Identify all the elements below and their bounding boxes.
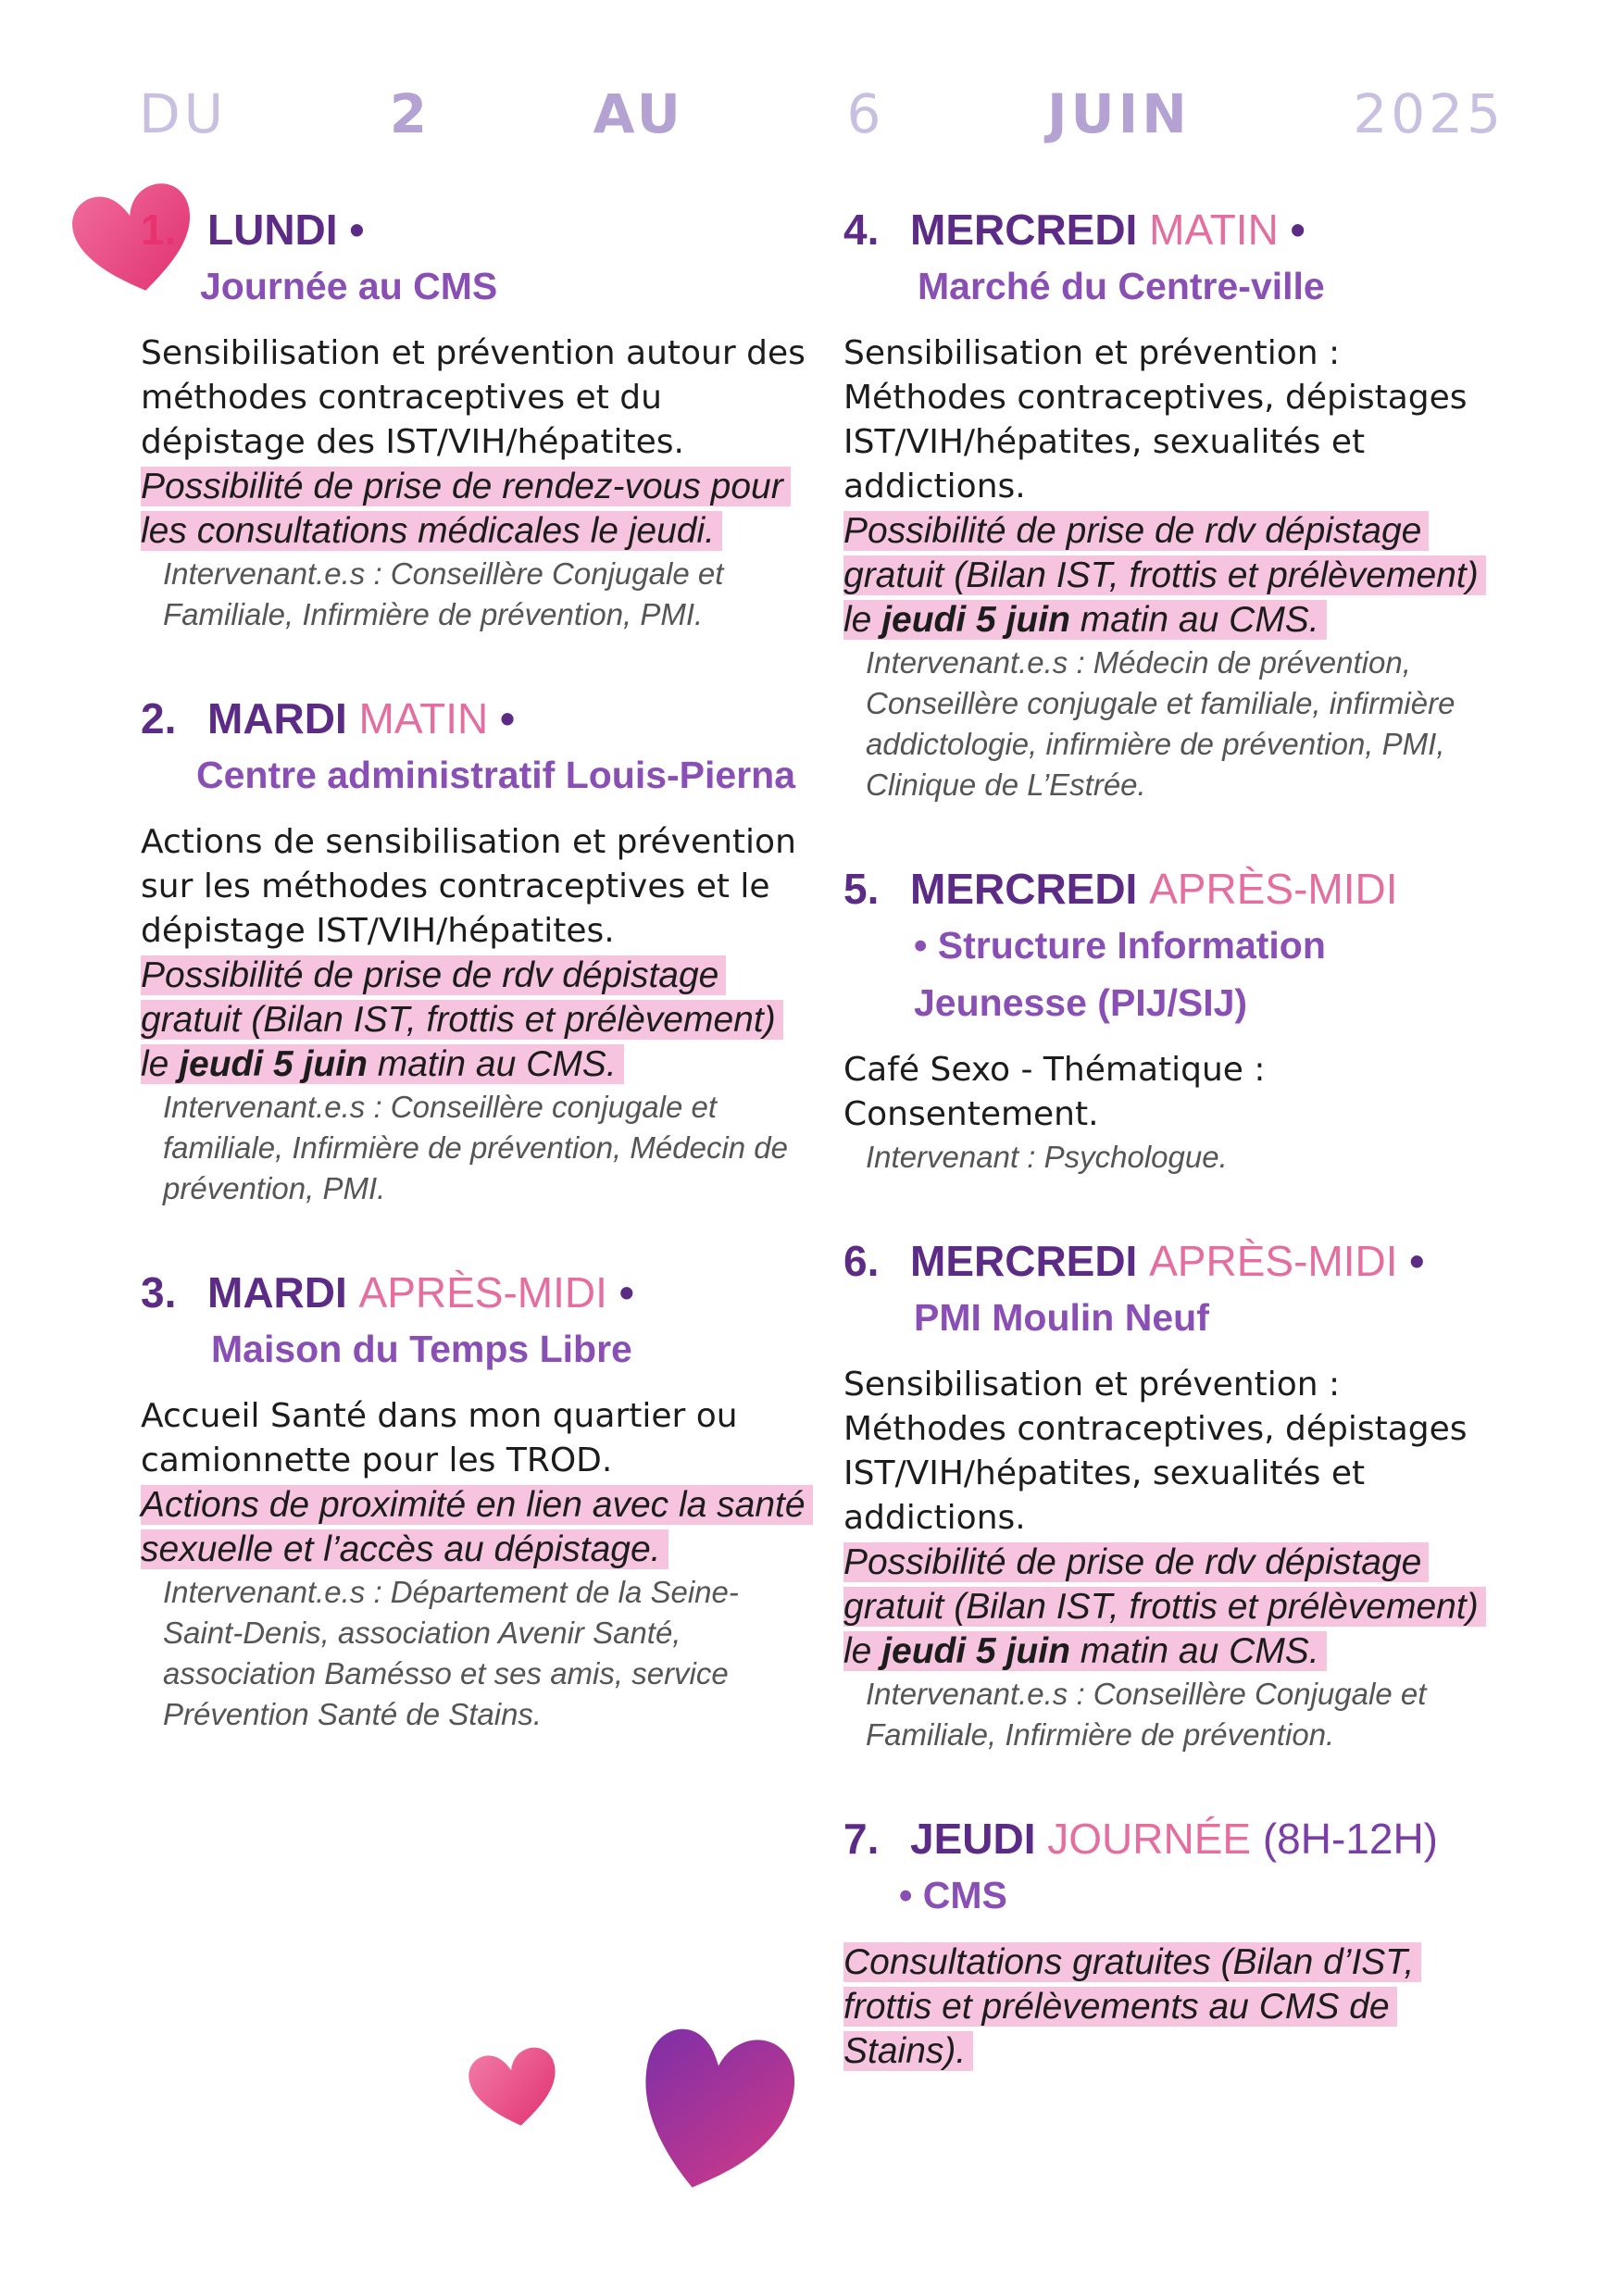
entry-highlight bbox=[843, 509, 1510, 643]
highlight-bold-date: jeudi 5 juin bbox=[881, 1631, 1070, 1671]
entry-number: 4. bbox=[843, 206, 880, 254]
entry-title bbox=[141, 1265, 807, 1320]
entry-day: MARDI bbox=[207, 694, 347, 742]
entry-highlight bbox=[141, 1483, 807, 1572]
header-day-start: 2 bbox=[389, 82, 431, 145]
entry-2 bbox=[141, 691, 807, 1209]
entry-3 bbox=[141, 1265, 807, 1735]
entry-number: 5. bbox=[843, 865, 880, 913]
entry-day: MERCREDI bbox=[910, 865, 1138, 913]
highlight-text: Consultations gratuites (Bilan d’IST, frottis et prélèvements au CMS de Stains). bbox=[843, 1942, 1421, 2071]
entry-period: APRÈS-MIDI bbox=[358, 1268, 607, 1316]
entry-day: JEUDI bbox=[910, 1815, 1036, 1863]
entry-bullet: • bbox=[618, 1268, 634, 1316]
entry-7 bbox=[843, 1811, 1510, 2074]
entry-location: PMI Moulin Neuf bbox=[914, 1296, 1209, 1339]
entry-intervenants: Intervenant.e.s : Médecin de prévention, Conseillère conjugale et familiale, infirmière addictologie, infirmière de prévention, PMI, Clinique de L’Estrée. bbox=[866, 645, 1455, 802]
header-du: DU bbox=[139, 82, 228, 145]
entry-location: Marché du Centre-ville bbox=[918, 265, 1325, 307]
entry-location bbox=[843, 917, 1510, 1031]
entry-title bbox=[141, 691, 807, 746]
entry-day: MERCREDI bbox=[910, 1237, 1138, 1285]
heart-icon-bottom-small bbox=[463, 2037, 565, 2134]
highlight-text-end: matin au CMS. bbox=[377, 1044, 617, 1084]
entry-bullet: • bbox=[1290, 206, 1305, 254]
entry-6 bbox=[843, 1233, 1510, 1755]
highlight-bold-date: jeudi 5 juin bbox=[881, 600, 1070, 640]
highlight-text: Actions de proximité en lien avec la santé sexuelle et l’accès au dépistage. bbox=[141, 1485, 813, 1569]
entry-1 bbox=[141, 202, 807, 635]
entry-intervenants: Intervenant.e.s : Conseillère conjugale et familiale, Infirmière de prévention, Médecin de prévention, PMI. bbox=[163, 1090, 789, 1205]
entry-title bbox=[843, 202, 1510, 257]
entry-period: APRÈS-MIDI bbox=[1149, 1237, 1398, 1285]
entry-description: Sensibilisation et prévention : Méthodes contraceptives, dépistages IST/VIH/hépatites, sexualités et addictions. bbox=[843, 1366, 1468, 1537]
entry-number: 1. bbox=[141, 206, 177, 254]
entry-title bbox=[843, 861, 1510, 917]
entry-bullet: • bbox=[899, 1874, 913, 1916]
entry-5 bbox=[843, 861, 1510, 1178]
entry-bullet: • bbox=[1409, 1237, 1425, 1285]
entry-location bbox=[843, 1866, 1510, 1924]
entry-number: 2. bbox=[141, 694, 177, 742]
entry-period: MATIN bbox=[1149, 206, 1279, 254]
entry-highlight bbox=[141, 465, 807, 554]
entry-bullet: • bbox=[500, 694, 516, 742]
header-month: JUIN bbox=[1046, 82, 1191, 145]
entry-day: MERCREDI bbox=[910, 206, 1138, 254]
entry-bullet: • bbox=[349, 206, 365, 254]
entry-day: LUNDI bbox=[207, 206, 338, 254]
entry-number: 7. bbox=[843, 1815, 880, 1863]
header-au: AU bbox=[593, 82, 684, 145]
highlight-text-end: matin au CMS. bbox=[1080, 1631, 1319, 1671]
entry-location: Journée au CMS bbox=[200, 265, 498, 307]
entry-location-text: CMS bbox=[922, 1874, 1007, 1916]
entry-location: Centre administratif Louis-Pierna bbox=[196, 754, 796, 796]
entry-description: Sensibilisation et prévention autour des méthodes contraceptives et du dépistage des IST/VIH/hépatites. bbox=[141, 334, 806, 461]
entry-location: Maison du Temps Libre bbox=[211, 1328, 632, 1370]
entry-hours: (8H-12H) bbox=[1262, 1815, 1439, 1863]
highlight-text: Possibilité de prise de rdv dépistage gratuit (Bilan IST, frottis et prélèvement) le bbox=[843, 511, 1479, 640]
header-day-end: 6 bbox=[846, 82, 885, 145]
highlight-text: Possibilité de prise de rdv dépistage gratuit (Bilan IST, frottis et prélèvement) le bbox=[141, 955, 776, 1084]
entry-highlight bbox=[843, 1940, 1510, 2074]
entry-intervenants: Intervenant.e.s : Conseillère Conjugale et Familiale, Infirmière de prévention, PMI. bbox=[163, 556, 724, 631]
entry-intervenants: Intervenant.e.s : Conseillère Conjugale et Familiale, Infirmière de prévention. bbox=[866, 1677, 1427, 1752]
entry-period: APRÈS-MIDI bbox=[1149, 865, 1398, 913]
heart-icon-bottom-large bbox=[620, 2014, 806, 2199]
left-column bbox=[141, 202, 807, 1791]
entry-title bbox=[141, 202, 807, 257]
entry-description: Actions de sensibilisation et prévention sur les méthodes contraceptives et le dépistage IST/VIH/hépatites. bbox=[141, 823, 796, 950]
entry-description: Sensibilisation et prévention : Méthodes contraceptives, dépistages IST/VIH/hépatites, sexualités et addictions. bbox=[843, 334, 1468, 505]
header-year: 2025 bbox=[1353, 82, 1505, 145]
entry-description: Accueil Santé dans mon quartier ou camionnette pour les TROD. bbox=[141, 1397, 738, 1479]
entry-period: MATIN bbox=[358, 694, 489, 742]
entry-highlight bbox=[843, 1541, 1510, 1674]
entry-description: Café Sexo - Thématique : Consentement. bbox=[843, 1051, 1266, 1133]
entry-intervenants: Intervenant.e.s : Département de la Seine-Saint-Denis, association Avenir Santé, association Bamésso et ses amis, service Prévention Santé de Stains. bbox=[163, 1575, 739, 1731]
entry-title bbox=[843, 1233, 1510, 1289]
entry-day: MARDI bbox=[207, 1268, 347, 1316]
highlight-text: Possibilité de prise de rdv dépistage gratuit (Bilan IST, frottis et prélèvement) le bbox=[843, 1542, 1479, 1671]
highlight-text: Possibilité de prise de rendez-vous pour les consultations médicales le jeudi. bbox=[141, 467, 791, 551]
highlight-text-end: matin au CMS. bbox=[1080, 600, 1319, 640]
entry-title bbox=[843, 1811, 1510, 1866]
entry-number: 3. bbox=[141, 1268, 177, 1316]
date-header bbox=[139, 72, 1505, 156]
entry-period: JOURNÉE bbox=[1047, 1815, 1252, 1863]
entry-location-text: Structure Information Jeunesse (PIJ/SIJ) bbox=[914, 924, 1326, 1024]
entry-highlight bbox=[141, 954, 807, 1087]
entry-number: 6. bbox=[843, 1237, 880, 1285]
highlight-bold-date: jeudi 5 juin bbox=[179, 1044, 368, 1084]
entry-bullet: • bbox=[914, 924, 928, 967]
entry-4 bbox=[843, 202, 1510, 805]
entry-intervenants: Intervenant : Psychologue. bbox=[866, 1140, 1228, 1174]
right-column bbox=[843, 202, 1510, 2129]
